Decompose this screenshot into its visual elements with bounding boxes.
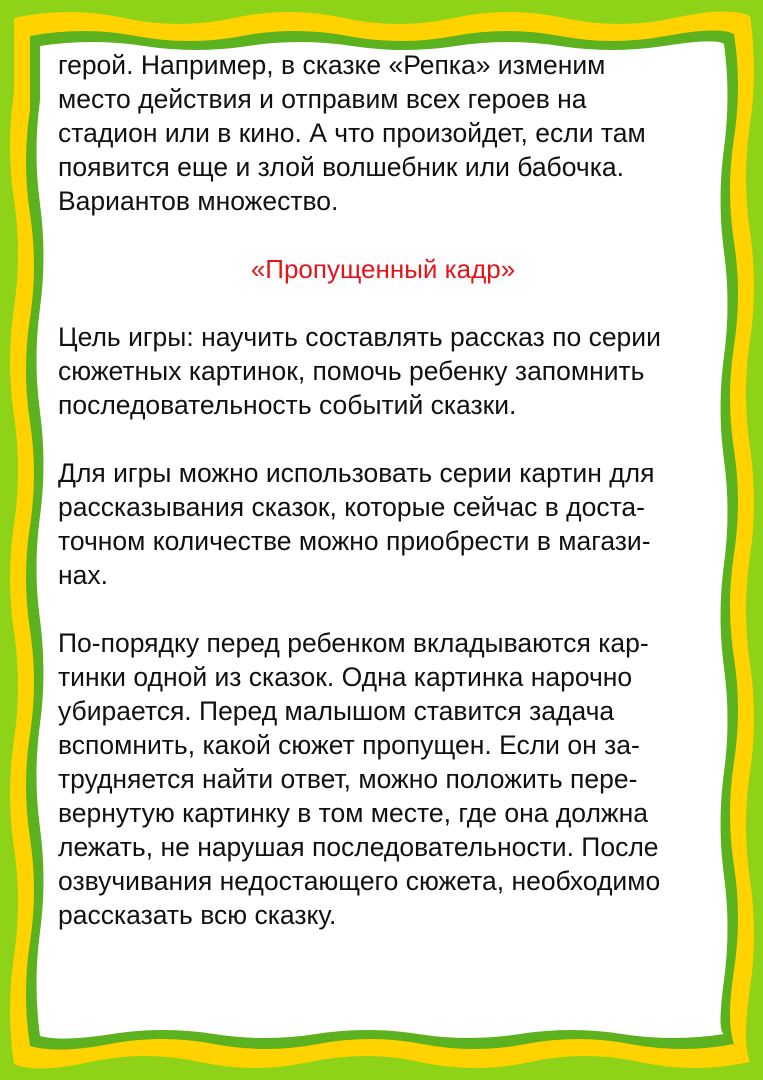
text-line: трудняется найти ответ, можно положить пере- — [58, 764, 638, 794]
text-line: Вариантов множество. — [58, 186, 339, 216]
text-line: озвучивания недостающего сюжета, необходимо — [58, 866, 661, 896]
text-line: герой. Например, в сказке «Репка» изменим — [58, 50, 606, 80]
game-title: «Пропущенный кадр» — [250, 254, 516, 284]
goal-paragraph — [58, 320, 708, 422]
text-line: Для игры можно использовать серии картин для — [58, 458, 655, 488]
text-line: рассказывания сказок, которые сейчас в доста- — [58, 492, 645, 522]
text-line: вспомнить, какой сюжет пропущен. Если он за- — [58, 730, 640, 760]
text-line: стадион или в кино. А что произойдет, если там — [58, 118, 646, 148]
rules-paragraph — [58, 626, 708, 932]
document-body — [58, 48, 708, 966]
text-line: рассказать всю сказку. — [58, 900, 337, 930]
text-line: место действия и отправим всех героев на — [58, 84, 587, 114]
text-line: вернутую картинку в том месте, где она должна — [58, 798, 649, 828]
text-line: убирается. Перед малышом ставится задача — [58, 696, 615, 726]
text-line: сюжетных картинок, помочь ребенку запомнить — [58, 356, 645, 386]
text-line: лежать, не нарушая последовательности. После — [58, 832, 659, 862]
text-line: точном количестве можно приобрести в магази- — [58, 526, 651, 556]
text-line: тинки одной из сказок. Одна картинка нарочно — [58, 662, 633, 692]
text-line: последовательность событий сказки. — [58, 390, 517, 420]
text-line: нах. — [58, 560, 108, 590]
text-line: Цель игры: научить составлять рассказ по серии — [58, 322, 661, 352]
text-line: По-порядку перед ребенком вкладываются кар- — [58, 628, 649, 658]
intro-paragraph — [58, 48, 708, 218]
text-line: появится еще и злой волшебник или бабочка. — [58, 152, 624, 182]
materials-paragraph — [58, 456, 708, 592]
